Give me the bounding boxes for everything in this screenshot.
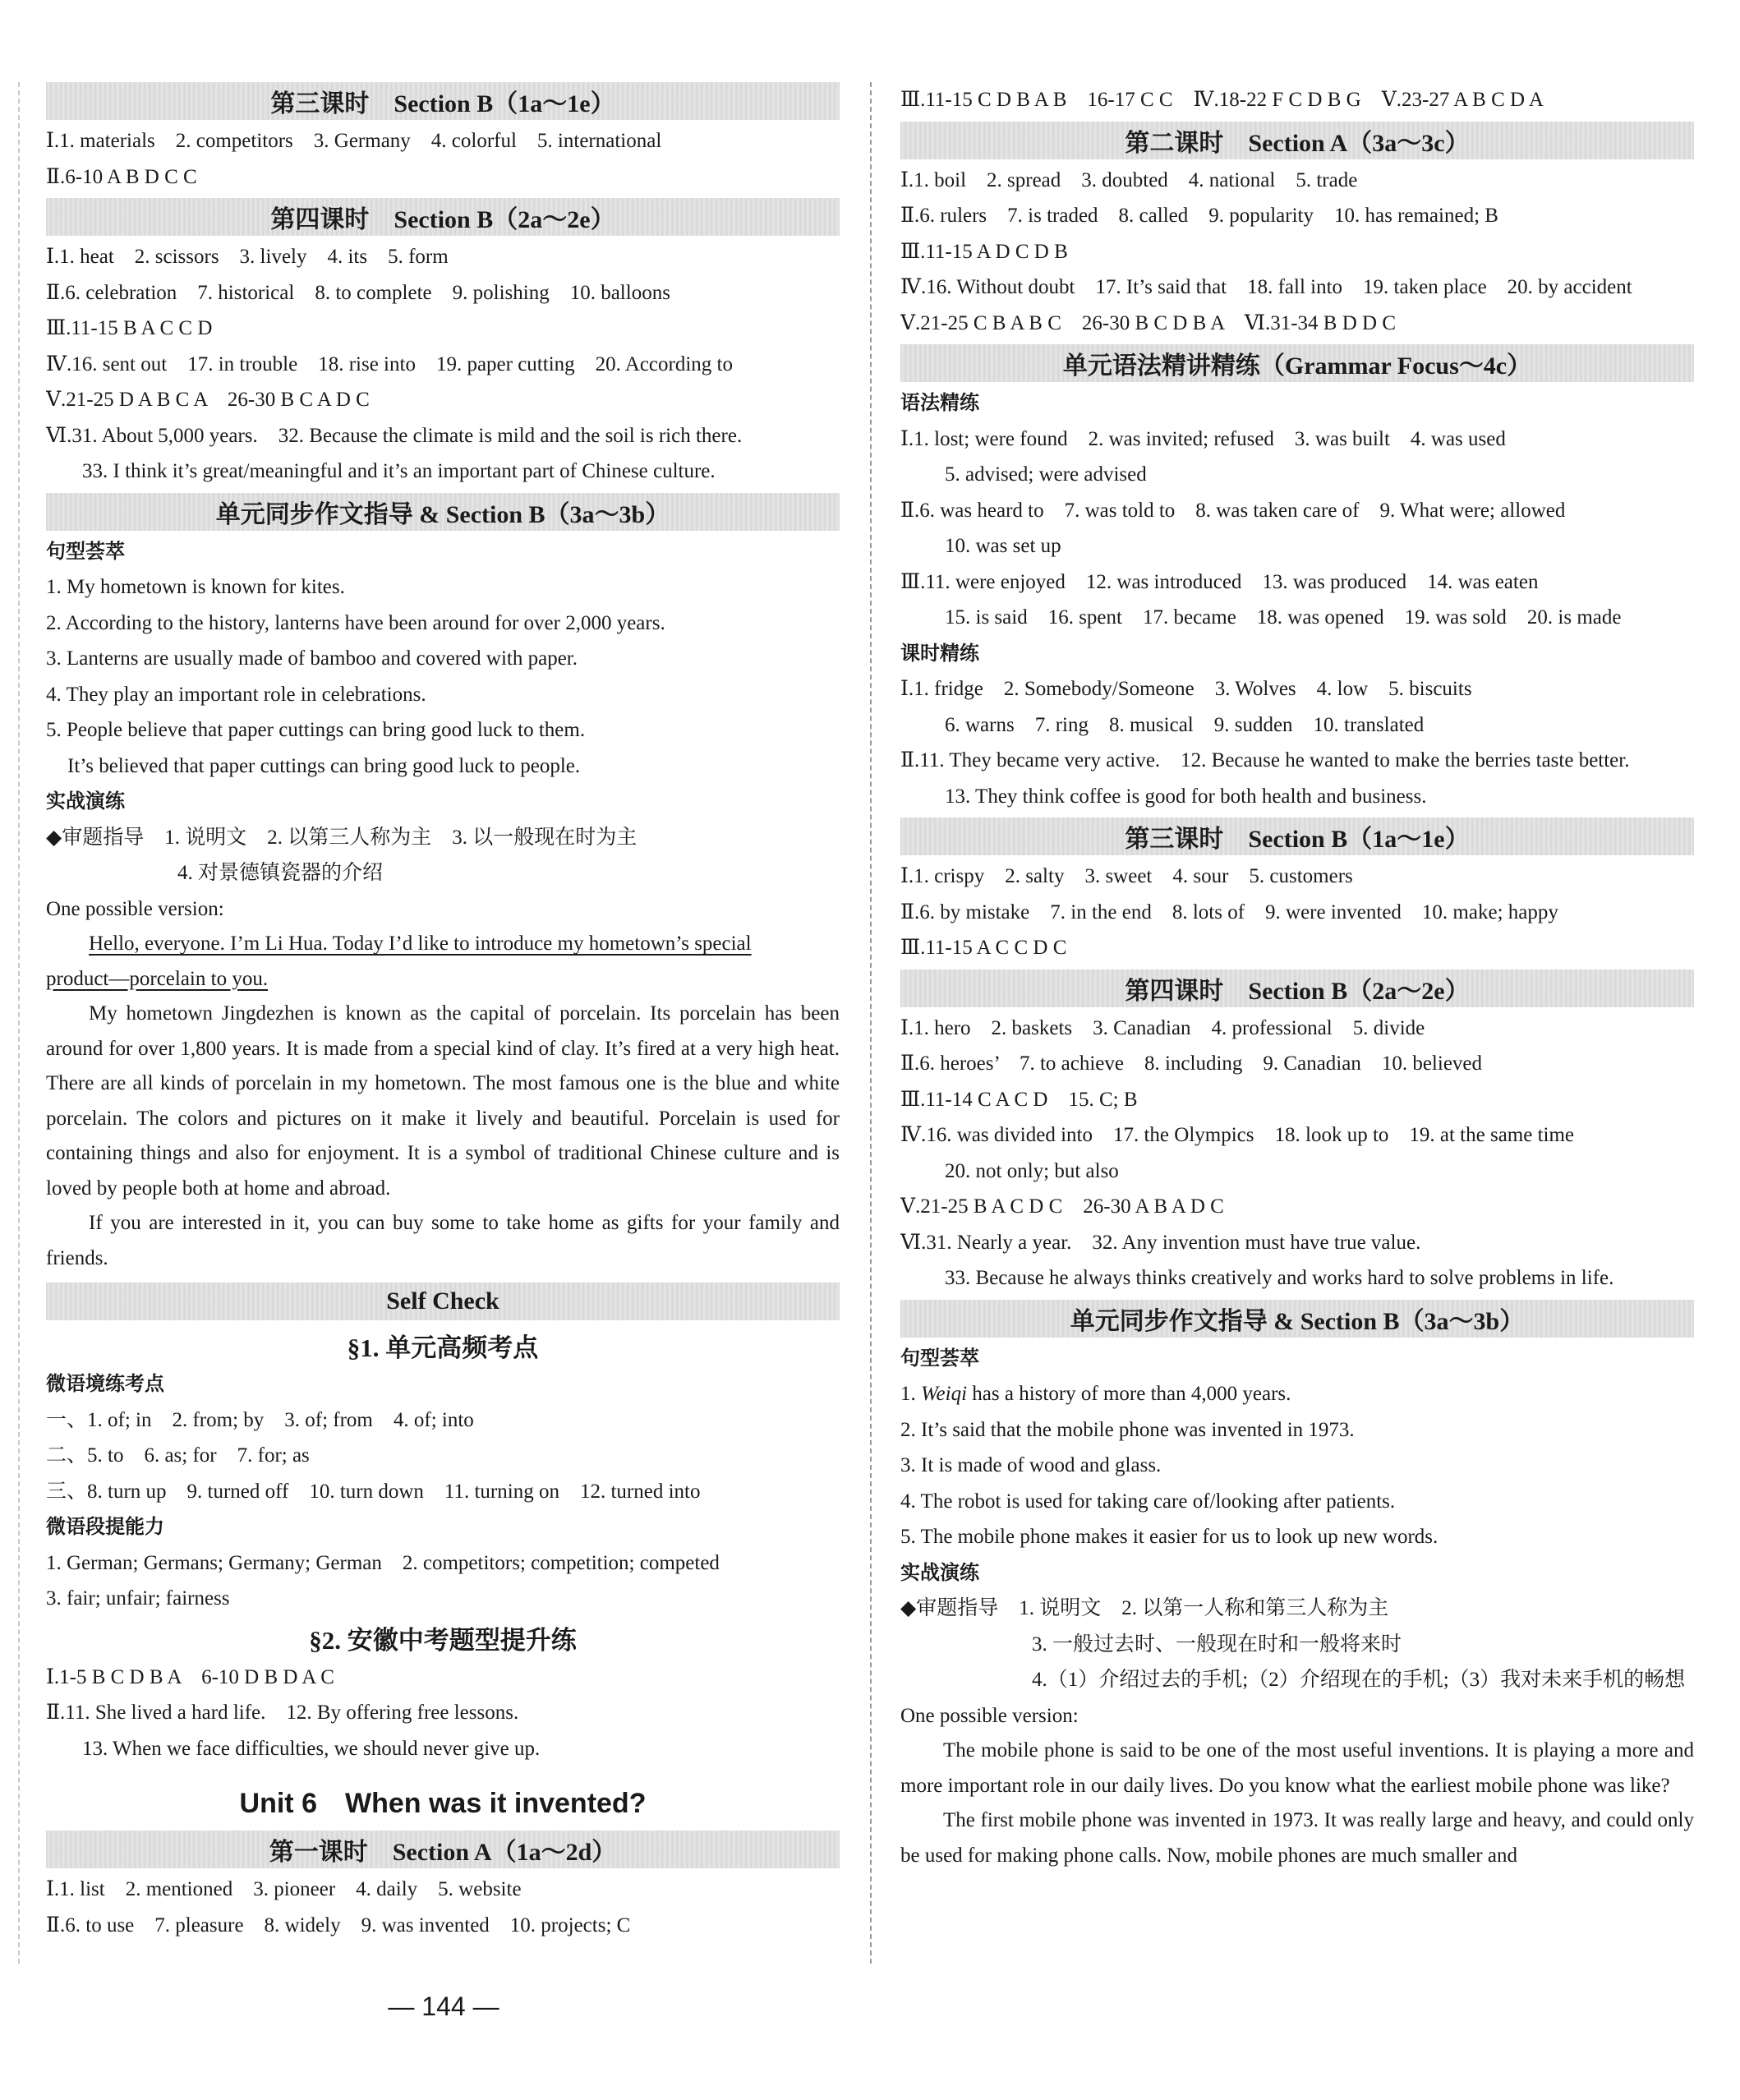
section-header: 第二课时 Section A（3a～3c） [900,122,1694,159]
subheading: 微语段提能力 [46,1515,164,1538]
answer-line: Ⅴ.21-25 B A C D C 26-30 A B A D C [900,1195,1224,1218]
sentence-line: 3. It is made of wood and glass. [900,1454,1162,1476]
answer-line: Ⅰ.1. materials 2. competitors 3. Germany 4. colorful 5. international [46,130,662,152]
guide-line: 4. 对景德镇瓷器的介绍 [177,862,384,884]
right-column [900,82,1694,1873]
answer-line: 33. Because he always thinks creatively and works hard to solve problems in life. [945,1267,1614,1289]
section-header: 第四课时 Section B（2a～2e） [46,198,840,236]
sentence-line: 1. My hometown is known for kites. [46,576,345,598]
sentence-line: 4. The robot is used for taking care of/looking after patients. [900,1490,1396,1513]
section-header: 单元同步作文指导 & Section B（3a～3b） [900,1300,1694,1338]
answer-line: 3. fair; unfair; fairness [46,1587,230,1610]
version-label: One possible version: [900,1704,1079,1727]
section-title: §2. 安徽中考题型提升练 [309,1626,577,1655]
answer-line: Ⅳ.16. was divided into 17. the Olympics 18. look up to 19. at the same time [900,1124,1575,1146]
answer-line: Ⅱ.6. by mistake 7. in the end 8. lots of 9. were invented 10. make; happy [900,900,1558,923]
section-header: Self Check [46,1283,840,1320]
left-margin-rule [18,82,20,1964]
answer-line: Ⅱ.6-10 A B D C C [46,165,197,188]
answer-line: 6. warns 7. ring 8. musical 9. sudden 10. translated [945,713,1425,736]
section-header: 单元语法精讲精练（Grammar Focus～4c） [900,344,1694,382]
guide-line: 4.（1）介绍过去的手机;（2）介绍现在的手机;（3）我对未来手机的畅想 [1032,1669,1686,1691]
sentence-line: 3. Lanterns are usually made of bamboo and covered with paper. [46,647,578,670]
answer-line: Ⅰ.1. crispy 2. salty 3. sweet 4. sour 5. customers [900,865,1353,887]
answer-line: Ⅱ.6. heroes’ 7. to achieve 8. including 9. Canadian 10. believed [900,1052,1483,1075]
answer-line: Ⅴ.21-25 C B A B C 26-30 B C D B A Ⅵ.31-34 B D D C [900,311,1397,334]
answer-line: 15. is said 16. spent 17. became 18. was opened 19. was sold 20. is made [945,606,1622,629]
section-header: 第三课时 Section B（1a～1e） [900,817,1694,855]
section-header: 单元同步作文指导 & Section B（3a～3b） [46,493,840,531]
essay-paragraph [46,927,840,962]
answer-line: Ⅱ.11. She lived a hard life. 12. By offering free lessons. [46,1702,519,1724]
answer-line: Ⅱ.6. rulers 7. is traded 8. called 9. popularity 10. has remained; B [900,205,1498,227]
answer-line: Ⅱ.6. was heard to 7. was told to 8. was taken care of 9. What were; allowed [900,499,1566,522]
answer-line: 1. German; Germans; Germany; German 2. competitors; competition; competed [46,1551,720,1574]
answer-line: Ⅳ.16. Without doubt 17. It’s said that 18. fall into 19. taken place 20. by accident [900,276,1632,298]
subheading: 实战演练 [46,790,125,813]
sentence-line: 5. The mobile phone makes it easier for us to look up new words. [900,1526,1438,1548]
answer-line: 5. advised; were advised [945,463,1147,486]
column-divider [870,82,872,1964]
answer-line: Ⅲ.11-15 A D C D B [900,240,1068,263]
essay-paragraph: The first mobile phone was invented in 1973. It was really large and heavy, and could only be used for making phone calls. Now, mobile phones are much smaller and [900,1809,1694,1867]
answer-line: Ⅴ.21-25 D A B C A 26-30 B C A D C [46,389,370,411]
essay-paragraph: The mobile phone is said to be one of the most useful inventions. It is playing a more and more important role in our daily lives. Do you know what the earliest mobile phone was like? [900,1739,1694,1797]
guide-line: 3. 一般过去时、一般现在时和一般将来时 [1032,1633,1402,1656]
sentence-number: 1. [900,1383,916,1405]
answer-line: Ⅰ.1. hero 2. baskets 3. Canadian 4. professional 5. divide [900,1016,1425,1039]
sentence-line: 2. According to the history, lanterns have been around for over 2,000 years. [46,611,665,634]
answer-line: Ⅱ.6. to use 7. pleasure 8. widely 9. was invented 10. projects; C [46,1913,631,1937]
sentence-line [900,1376,1694,1412]
essay-paragraph [46,962,840,997]
answer-line: 10. was set up [945,535,1061,557]
guide-line: ◆审题指导 1. 说明文 2. 以第一人称和第三人称为主 [900,1597,1389,1619]
sentence-line: 4. They play an important role in celebrations. [46,683,426,706]
sentence-line: 2. It’s said that the mobile phone was invented in 1973. [900,1418,1355,1441]
essay-paragraph: If you are interested in it, you can buy some to take home as gifts for your family and friends. [46,1212,840,1269]
answer-line: Ⅲ.11-15 B A C C D [46,317,213,339]
version-label: One possible version: [46,897,224,920]
answer-line: 二、5. to 6. as; for 7. for; as [46,1444,310,1467]
answer-line: 一、1. of; in 2. from; by 3. of; from 4. of; into [46,1408,474,1431]
answer-line: Ⅰ.1. heat 2. scissors 3. lively 4. its 5. form [46,246,449,268]
answer-line: Ⅵ.31. About 5,000 years. 32. Because the climate is mild and the soil is rich there. [46,424,743,447]
section-header: 第一课时 Section A（1a～2d） [46,1831,840,1868]
sentence-line: 5. People believe that paper cuttings can bring good luck to them. [46,719,586,741]
subheading: 微语境练考点 [46,1372,164,1395]
answer-line: Ⅰ.1. list 2. mentioned 3. pioneer 4. daily 5. website [46,1878,522,1900]
sentence-text: has a history of more than 4,000 years. [972,1383,1291,1405]
subheading: 句型荟萃 [900,1346,979,1370]
section-header: 第三课时 Section B（1a～1e） [46,82,840,120]
answer-line: Ⅰ.1. lost; were found 2. was invited; refused 3. was built 4. was used [900,427,1506,450]
essay-paragraph: My hometown Jingdezhen is known as the capital of porcelain. Its porcelain has been around for over 1,800 years. It is made from a special kind of clay. It’s fired at a very high heat. There are all kinds of porcelain in my hometown. The most famous one is the blue and white porcelain. The colors and pictures on it make it lively and beautiful. Porcelain is used for containing things and also for enjoyment. It is a symbol of traditional Chinese culture and is loved by people both at home and abroad. [46,1002,840,1200]
answer-line: Ⅲ.11-15 C D B A B 16-17 C C Ⅳ.18-22 F C D B G Ⅴ.23-27 A B C D A [900,89,1544,111]
subheading: 语法精练 [900,391,979,414]
answer-line: 20. not only; but also [945,1159,1119,1182]
answer-line: Ⅲ.11-14 C A C D 15. C; B [900,1088,1138,1111]
answer-line: Ⅰ.1. fridge 2. Somebody/Someone 3. Wolves 4. low 5. biscuits [900,678,1472,700]
answer-line: Ⅵ.31. Nearly a year. 32. Any invention must have true value. [900,1231,1421,1254]
answer-line: Ⅲ.11-15 A C C D C [900,937,1067,959]
unit-title: Unit 6 When was it invented? [239,1787,647,1819]
answer-line: Ⅱ.11. They became very active. 12. Because he wanted to make the berries taste better. [900,749,1630,771]
answer-line: Ⅲ.11. were enjoyed 12. was introduced 13. was produced 14. was eaten [900,570,1539,593]
underlined-intro: product—porcelain to you. [46,967,269,990]
answer-line: 13. When we face difficulties, we should never give up. [82,1737,541,1760]
sentence-line: It’s believed that paper cuttings can bring good luck to people. [67,754,581,777]
answer-line: Ⅳ.16. sent out 17. in trouble 18. rise into 19. paper cutting 20. According to [46,352,733,375]
answer-line: 三、8. turn up 9. turned off 10. turn down 11. turning on 12. turned into [46,1480,701,1503]
subheading: 实战演练 [900,1560,979,1584]
guide-line: ◆审题指导 1. 说明文 2. 以第三人称为主 3. 以一般现在时为主 [46,826,638,849]
answer-line: 33. I think it’s great/meaningful and it’s an important part of Chinese culture. [82,460,716,482]
page-number: — 144 — [388,1992,499,2021]
answer-line: 13. They think coffee is good for both health and business. [945,785,1427,808]
section-title: §1. 单元高频考点 [347,1333,539,1362]
section-header: 第四课时 Section B（2a～2e） [900,969,1694,1007]
answer-line: Ⅱ.6. celebration 7. historical 8. to complete 9. polishing 10. balloons [46,281,670,304]
left-column [46,79,840,1943]
answer-line: Ⅰ.1. boil 2. spread 3. doubted 4. national 5. trade [900,168,1358,191]
subheading: 课时精练 [900,641,979,665]
subheading: 句型荟萃 [46,539,125,563]
italic-term: Weiqi [921,1383,968,1405]
answer-line: Ⅰ.1-5 B C D B A 6-10 D B D A C [46,1665,334,1688]
underlined-intro: Hello, everyone. I’m Li Hua. Today I’d like to introduce my hometown’s special [89,933,752,955]
